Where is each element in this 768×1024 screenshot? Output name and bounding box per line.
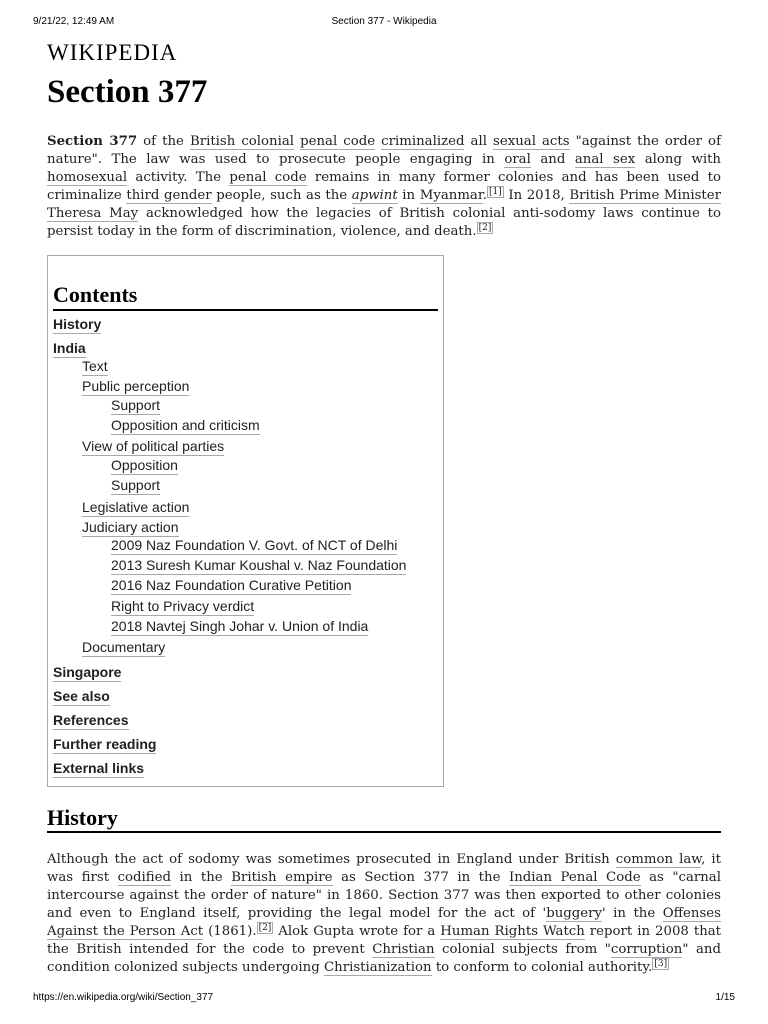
- text: as "carnal intercourse against the order of nature" in 1860. Section 377 was then exported to other colonies and even to England itself, providing the legal model for the act of ': [47, 870, 721, 921]
- link-criminalized[interactable]: criminalized: [381, 134, 465, 149]
- link-christian[interactable]: Christian: [372, 942, 435, 957]
- print-footer: [33, 992, 735, 1006]
- reference-2b[interactable]: [2]: [258, 922, 272, 933]
- text: along with: [635, 152, 721, 167]
- print-url: https://en.wikipedia.org/wiki/Section_377: [33, 992, 214, 1003]
- toc-2016-curative-petition[interactable]: 2016 Naz Foundation Curative Petition: [111, 577, 352, 593]
- toc-support-2[interactable]: Support: [111, 477, 161, 493]
- toc-right-to-privacy[interactable]: Right to Privacy verdict: [111, 598, 255, 614]
- intro-bold-term: Section 377: [47, 134, 138, 149]
- reference-1[interactable]: [1]: [489, 186, 502, 197]
- text: colonial subjects from ": [434, 942, 611, 957]
- link-penal-code-2[interactable]: penal code: [229, 170, 307, 185]
- toc-further-reading[interactable]: Further reading: [53, 736, 157, 752]
- toc-2009-naz-foundation[interactable]: 2009 Naz Foundation V. Govt. of NCT of Delhi: [111, 537, 398, 553]
- toc-references[interactable]: References: [53, 712, 129, 728]
- toc-view-of-political-parties[interactable]: View of political parties: [82, 438, 225, 454]
- text: acknowledged how the legacies of British colonial anti-sodomy laws continue to persist today in the form of discrimination, violence, and death.: [47, 206, 721, 239]
- link-codified[interactable]: codified: [117, 870, 172, 885]
- text: (1861).: [203, 924, 257, 939]
- link-christianization[interactable]: Christianization: [323, 960, 432, 975]
- toc-judiciary-action[interactable]: Judiciary action: [82, 519, 179, 535]
- text: In 2018,: [503, 188, 570, 203]
- print-page-number: 1/15: [715, 992, 735, 1003]
- link-theresa-may[interactable]: Theresa May: [47, 206, 139, 221]
- toc-public-perception[interactable]: Public perception: [82, 378, 190, 394]
- link-common-law[interactable]: common law: [615, 852, 702, 867]
- toc-india[interactable]: India: [53, 340, 86, 356]
- section-heading-history: History: [47, 805, 721, 833]
- link-homosexual[interactable]: homosexual: [47, 170, 128, 185]
- toc-history[interactable]: History: [53, 316, 102, 332]
- text: activity. The: [127, 170, 230, 185]
- history-paragraph: [47, 851, 721, 977]
- link-third-gender[interactable]: third gender: [126, 188, 212, 203]
- link-offenses-against-the-person-act[interactable]: Offenses Against the Person Act: [47, 906, 721, 939]
- intro-paragraph: [47, 133, 721, 241]
- link-buggery[interactable]: buggery: [546, 906, 603, 921]
- page-title: Section 377: [47, 74, 208, 110]
- link-human-rights-watch[interactable]: Human Rights Watch: [440, 924, 585, 939]
- text: ' in the: [602, 906, 663, 921]
- text: in the: [171, 870, 232, 885]
- link-sexual-acts[interactable]: sexual acts: [493, 134, 570, 149]
- toc-title: Contents: [53, 282, 438, 311]
- text: of the: [137, 134, 190, 149]
- text: "against the order of nature". The law was used to prosecute people engaging in: [47, 134, 721, 167]
- toc-singapore[interactable]: Singapore: [53, 664, 122, 680]
- text: , it was first: [47, 852, 721, 885]
- text: report in 2008 that the British intended for the code to prevent: [47, 924, 722, 957]
- toc-external-links[interactable]: External links: [53, 760, 145, 776]
- link-british-prime-minister[interactable]: British Prime Minister: [569, 188, 722, 203]
- toc-text[interactable]: Text: [82, 358, 108, 374]
- reference-2[interactable]: [2]: [478, 222, 492, 233]
- text: " and condition colonized subjects undergoing: [47, 942, 721, 975]
- link-penal-code[interactable]: penal code: [300, 134, 376, 149]
- text: Although the act of sodomy was sometimes prosecuted in England under British: [47, 852, 616, 867]
- text: in: [397, 188, 420, 203]
- link-corruption[interactable]: corruption: [610, 942, 683, 957]
- wikipedia-logo[interactable]: WIKIPEDIA: [47, 40, 178, 65]
- text: remains in many former colonies and has been used to criminalize: [47, 170, 722, 203]
- toc-opposition[interactable]: Opposition: [111, 457, 178, 473]
- toc-2018-navtej-singh-johar[interactable]: 2018 Navtej Singh Johar v. Union of India: [111, 618, 369, 634]
- toc-opposition-and-criticism[interactable]: Opposition and criticism: [111, 417, 260, 433]
- toc-documentary[interactable]: Documentary: [82, 639, 166, 655]
- reference-3[interactable]: [3]: [654, 958, 668, 969]
- link-british-colonial[interactable]: British colonial: [189, 134, 295, 149]
- link-myanmar[interactable]: Myanmar: [419, 188, 483, 203]
- link-oral[interactable]: oral: [504, 152, 531, 167]
- text: to conform to colonial authority.: [431, 960, 653, 975]
- print-header: [33, 16, 735, 30]
- table-of-contents: [47, 255, 444, 787]
- text: all: [464, 134, 494, 149]
- toc-see-also[interactable]: See also: [53, 688, 110, 704]
- text: as Section 377 in the: [332, 870, 509, 885]
- link-anal-sex[interactable]: anal sex: [574, 152, 636, 167]
- print-datetime: 9/21/22, 12:49 AM: [33, 16, 115, 27]
- print-title: Section 377 - Wikipedia: [331, 16, 437, 27]
- toc-legislative-action[interactable]: Legislative action: [82, 499, 190, 515]
- text: people, such as the: [211, 188, 352, 203]
- text: Alok Gupta wrote for a: [273, 924, 441, 939]
- text: .: [482, 188, 487, 203]
- link-apwint[interactable]: apwint: [351, 188, 398, 203]
- toc-support[interactable]: Support: [111, 397, 161, 413]
- link-indian-penal-code[interactable]: Indian Penal Code: [508, 870, 641, 885]
- text: and: [530, 152, 575, 167]
- link-british-empire[interactable]: British empire: [231, 870, 333, 885]
- toc-2013-suresh-kumar-koushal[interactable]: 2013 Suresh Kumar Koushal v. Naz Foundation: [111, 557, 407, 573]
